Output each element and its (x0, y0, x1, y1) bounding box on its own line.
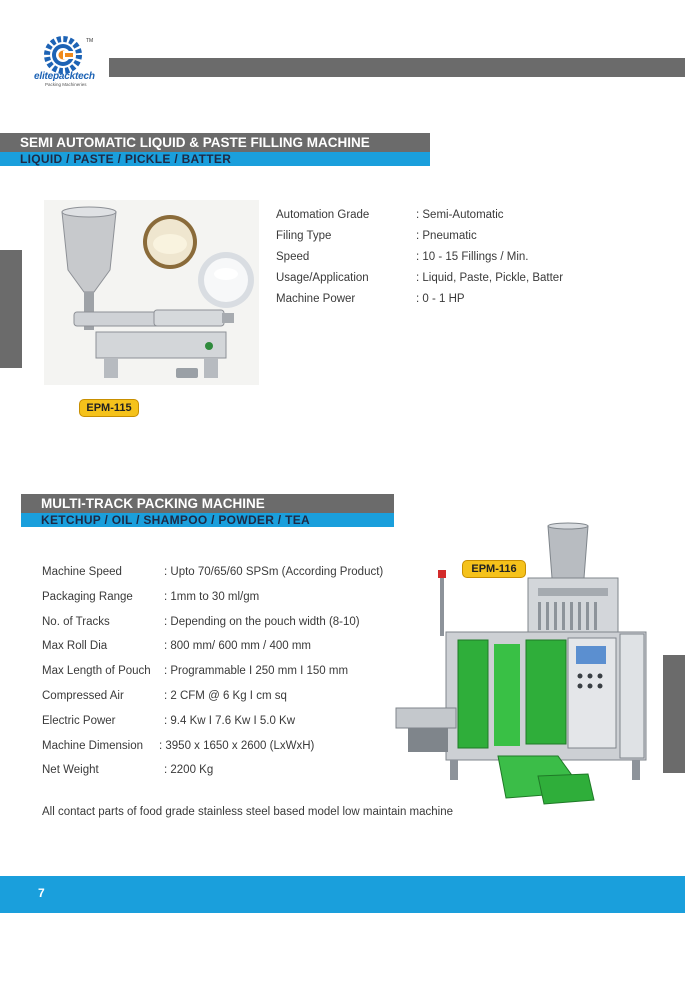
model-badge-epm-116: EPM-116 (462, 560, 526, 578)
section1-subtitle: LIQUID / PASTE / PICKLE / BATTER (0, 152, 430, 166)
section1-title: SEMI AUTOMATIC LIQUID & PASTE FILLING MACHINE (0, 133, 430, 152)
spec-label: Net Weight (42, 764, 99, 777)
spec-label: Max Length of Pouch (42, 665, 151, 678)
spec-value: : Pneumatic (416, 230, 477, 242)
spec-label: Filing Type (276, 230, 332, 242)
filling-machine-image (44, 200, 259, 385)
spec-value: : 0 - 1 HP (416, 293, 465, 305)
brand-name: elitepacktech (34, 71, 95, 82)
right-side-tab (663, 655, 685, 773)
spec-row (42, 591, 422, 616)
spec-label: Packaging Range (42, 590, 133, 603)
spec-value: : 9.4 Kw I 7.6 Kw I 5.0 Kw (164, 714, 296, 727)
spec-row (42, 690, 422, 715)
spec-label: Compressed Air (42, 689, 124, 702)
section2-spec-table (42, 566, 422, 789)
spec-value: : Liquid, Paste, Pickle, Batter (416, 272, 564, 284)
section2-title: MULTI-TRACK PACKING MACHINE (21, 494, 394, 513)
spec-label: Machine Power (276, 293, 356, 305)
section1-spec-table (276, 209, 676, 314)
spec-label: Machine Dimension (42, 739, 143, 752)
spec-value: : 800 mm/ 600 mm / 400 mm (164, 640, 311, 653)
spec-value: : 2200 Kg (164, 764, 214, 777)
spec-row (42, 740, 422, 765)
model-badge-epm-115: EPM-115 (79, 399, 139, 417)
spec-label: Electric Power (42, 714, 116, 727)
spec-value: : Semi-Automatic (416, 209, 504, 221)
spec-row (276, 230, 676, 251)
header-bar (109, 58, 685, 77)
footer-bar (0, 876, 685, 913)
spec-row (276, 272, 676, 293)
spec-label: Machine Speed (42, 566, 122, 578)
spec-row (42, 640, 422, 665)
spec-label: Automation Grade (276, 209, 370, 221)
spec-row (276, 251, 676, 272)
spec-value: : 1mm to 30 ml/gm (164, 590, 260, 603)
page-number: 7 (38, 886, 45, 900)
section2-note: All contact parts of food grade stainless steel based model low maintain machine (42, 806, 454, 818)
spec-label: Speed (276, 251, 310, 263)
spec-value: : 10 - 15 Fillings / Min. (416, 251, 529, 263)
spec-value: : 3950 x 1650 x 2600 (LxWxH) (159, 739, 315, 752)
spec-value: : Programmable I 250 mm I 150 mm (164, 665, 349, 678)
spec-row (42, 715, 422, 740)
spec-row (42, 566, 422, 591)
brand-logo-icon (44, 36, 82, 74)
spec-value: : Upto 70/65/60 SPSm (According Product) (164, 566, 384, 578)
spec-row (42, 665, 422, 690)
spec-label: Usage/Application (276, 272, 369, 284)
spec-row (42, 764, 422, 789)
spec-row (42, 616, 422, 641)
spec-label: No. of Tracks (42, 615, 110, 628)
spec-label: Max Roll Dia (42, 640, 108, 653)
spec-row (276, 293, 676, 314)
spec-value: : Depending on the pouch width (8-10) (164, 615, 360, 628)
spec-row (276, 209, 676, 230)
spec-value: : 2 CFM @ 6 Kg I cm sq (164, 689, 287, 702)
trademark-mark: TM (86, 38, 94, 44)
left-side-tab (0, 250, 22, 368)
section2-subtitle: KETCHUP / OIL / SHAMPOO / POWDER / TEA (21, 513, 394, 527)
brand-tagline: Packing Machineries (45, 82, 87, 87)
